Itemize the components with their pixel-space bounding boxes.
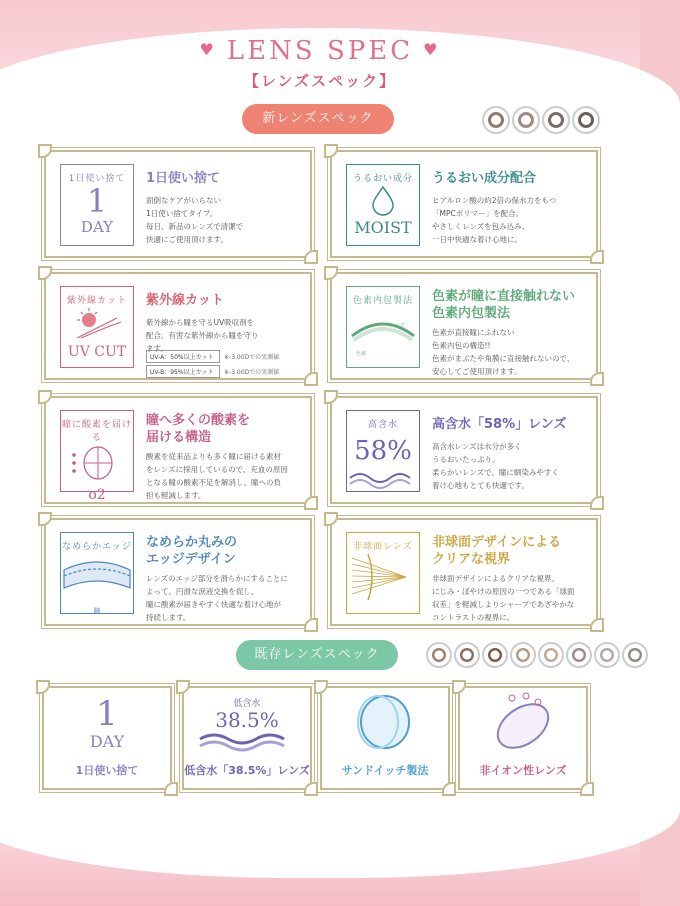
lens-swatch [510,642,536,668]
spec-card [330,396,598,504]
lens-swatch [622,642,648,668]
non-ionic-lens-icon [468,688,578,752]
spec-card-body-line: よって、円滑な涙液交換を促し、 [146,587,259,596]
spec-card [44,150,312,258]
spec-card-body-line: ヒアルロン酸の約2倍の保水力をもつ [432,196,557,205]
lens-swatch [542,106,570,134]
spec-icon-small: o2 [88,487,106,503]
spec-icon-caption: 高含水 [367,420,398,430]
spec-icon-caption: 瞳に酸素を届ける [61,420,132,443]
spec-card-body [146,572,308,624]
spec-card-body [146,450,308,502]
spec-card-body-line: 毎日、新品のレンズで清潔で [146,222,244,231]
sandwich-lens-icon [330,688,440,752]
spec-card-body [432,572,594,624]
spec-icon-caption: うるおい成分 [352,174,413,184]
spec-card-title: 色素が瞳に直接触れない 色素内包製法 [432,289,576,321]
spec-card-body-line: 高含水レンズは水分が多く [432,442,522,451]
spec-card-body-line: 収差」を軽減しよりシャープであざやかな [432,600,575,609]
spec-card-body-line: 「MPCポリマー」を配合。 [432,209,524,218]
spec-icon-box [60,532,134,614]
spec-icon-caption: 1日使い捨て [68,174,126,184]
existing-spec-small: DAY [89,732,125,751]
spec-card-body-line: 色素がまぶたや角膜に直接触れないので、 [432,354,575,363]
spec-icon-box [346,410,420,492]
spec-card-body [432,194,594,246]
water-wave-icon [348,468,418,488]
spec-card-title: 非球面デザインによる クリアな視界 [432,535,562,567]
lens-swatch [454,642,480,668]
spec-icon-box [60,164,134,246]
existing-spec-label: 1日使い捨て [75,764,139,777]
spec-icon-small: DAY [80,218,114,236]
spec-card-body-line: 安心してご使用頂けます。 [432,367,522,376]
uv-cut-note: ※-3.00Dでの実測値 [224,354,280,361]
lens-diagram-label: レンズ [390,323,405,329]
spec-icon-small: MOIST [354,218,412,237]
uv-cut-row [146,365,279,378]
spec-card [330,518,598,626]
new-lens-swatches [482,106,600,134]
aspheric-lens-icon [348,552,418,602]
spec-card-body-line: コントラストの視界に。 [432,613,515,622]
spec-icon-caption: 色素内包製法 [352,296,413,306]
spec-card-body-line: をレンズに採用しているので、充血の原因 [146,465,288,474]
spec-card-body-line: ます。 [146,344,168,353]
existing-spec-card [182,686,312,790]
spec-card-body [146,194,308,246]
existing-spec-label: 既存レンズスペック [236,640,398,670]
spec-card-body-line: レンズのエッジ部分を滑らかにすることに [146,574,288,583]
spec-card-body-line: 紫外線から瞳を守るUV吸収剤を [146,318,255,327]
lens-swatch [482,106,510,134]
spec-card-body-line: にじみ・ぼやけの原因の一つである「球面 [432,587,575,596]
spec-card [330,150,598,258]
spec-card-body-line: 瞳に酸素が届きやすく快適な着け心地が [146,600,281,609]
new-spec-label: 新レンズスペック [242,104,394,134]
heart-icon: ♥ [199,40,217,59]
existing-spec-card [320,686,450,790]
existing-spec-big: 38.5% [215,708,279,732]
spec-card [44,518,312,626]
spec-card-body-line: うるおいたっぷり。 [432,455,500,464]
page-subtitle: 【レンズスペック】 [243,72,397,90]
lens-swatch [566,642,592,668]
page-title [0,36,640,66]
spec-icon-box [346,532,420,614]
spec-icon-caption: 非球面レンズ [353,542,413,552]
eye-oxygen-icon [62,443,132,483]
lens-swatch [538,642,564,668]
spec-card-body-line: 面倒なケアがいらない [146,196,221,205]
uv-cut-row [146,350,279,363]
uv-cut-label: UV-A：50%以上カット [146,350,220,363]
uv-cut-table [146,350,279,380]
uv-cut-label: UV-B：95%以上カット [146,365,220,378]
spec-card-title: 高含水「58%」レンズ [432,417,567,432]
spec-card-body-line: 快適にご使用頂けます。 [146,235,228,244]
lens-swatch [512,106,540,134]
spec-card-body-line: 色素内包の構造!! [432,341,491,350]
spec-card [44,396,312,504]
spec-card-title: 瞳へ多くの酸素を 届ける構造 [146,413,251,445]
existing-spec-label: 非イオン性レンズ [479,764,567,777]
spec-icon-box [60,286,134,368]
spec-card-body-line: 非球面デザインによるクリアな視界。 [432,574,559,583]
spec-card-body-line: 一日中快適な着け心地に。 [432,235,522,244]
water-wave-icon [192,731,302,753]
sun-icon [67,306,127,340]
lens-swatch [426,642,452,668]
spec-card-title: うるおい成分配合 [432,171,537,186]
spec-card-body-line: やさしくレンズを包み込み、 [432,222,530,231]
existing-spec-card [458,686,588,790]
spec-card-body [432,326,594,378]
spec-card-title: なめらか丸みの エッジデザイン [146,535,238,567]
water-drop-icon [363,184,403,214]
spec-icon-big: 58% [354,436,412,466]
existing-lens-swatches [426,642,648,668]
spec-icon-small: UV CUT [67,344,127,360]
existing-spec-label: サンドイッチ製法 [341,764,429,777]
header [0,36,640,91]
existing-spec-label: 低含水「38.5%」レンズ [184,764,310,777]
spec-card-body-line: 配合。有害な紫外線から瞳を守り [146,331,259,340]
spec-icon-caption: 紫外線カット [67,296,127,306]
spec-card [330,272,598,380]
spec-icon-big: 1 [86,182,108,220]
lens-swatch [594,642,620,668]
spec-card-body-line: 色素が直接瞳にふれない [432,328,515,337]
spec-card-title: 紫外線カット [146,293,224,308]
spec-card-body [432,440,594,492]
edge-label: 瞳 [93,607,101,615]
lens-swatch [482,642,508,668]
smooth-edge-icon [62,552,132,602]
spec-card-body-line: 柔らかいレンズで、瞳に馴染みやすく [432,468,559,477]
existing-spec-big: 1 [96,694,118,734]
spec-card-body-line: 1日使い捨てタイプ。 [146,209,218,218]
spec-card-title: 1日使い捨て [146,171,221,186]
heart-icon: ♥ [423,40,441,59]
uv-cut-note: ※-3.00Dでの実測値 [224,369,280,376]
spec-card-body-line: となる瞳の酸素不足を解消し、瞳への負 [146,478,281,487]
spec-icon-box [346,164,420,246]
spec-card-body-line: 持続します。 [146,613,191,622]
spec-card-body-line: 酸素を従来品よりも多く瞳に届ける素材 [146,452,281,461]
lens-diagram-label: 色素 [356,351,367,357]
page-title-text: LENS SPEC [226,36,414,66]
lens-cross-section-icon [348,306,418,356]
spec-icon-caption: なめらかエッジ [62,542,132,552]
spec-card [44,272,312,380]
spec-card-body-line: 着け心地もとても快適です。 [432,481,529,490]
lens-swatch [572,106,600,134]
existing-spec-card [42,686,172,790]
spec-icon-box [60,410,134,503]
existing-spec-caption: 低含水 [233,699,261,709]
spec-card-body-line: 担も軽減します。 [146,491,206,500]
